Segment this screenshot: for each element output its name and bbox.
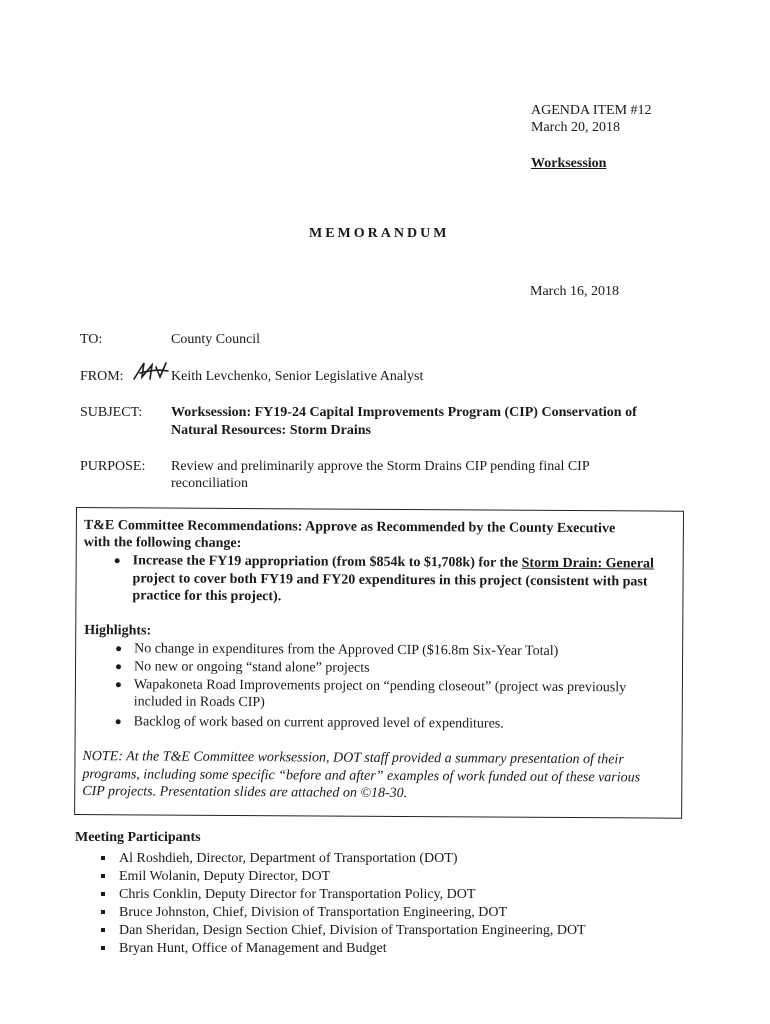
signature-initials: [130, 357, 174, 385]
agenda-item: AGENDA ITEM #12: [531, 103, 652, 118]
participant-item: Bruce Johnston, Chief, Division of Transportation Engineering, DOT: [119, 905, 508, 920]
recommendation-heading: T&E Committee Recommendations: Approve as Recommended by the County Executive: [83, 518, 616, 537]
participant-item: Al Roshdieh, Director, Department of Transportation (DOT): [119, 851, 458, 866]
memo-date: March 16, 2018: [530, 284, 620, 299]
recommendation-text: Increase the FY19 appropriation (from $854k to $1,708k) for the: [132, 553, 522, 571]
subject-line-2: Natural Resources: Storm Drains: [171, 423, 371, 438]
purpose-label: PURPOSE:: [80, 459, 146, 474]
note-line-2: programs, including some specific “before and after” examples of work funded out of these various: [82, 767, 641, 786]
session-type: Worksession: [531, 156, 607, 171]
from-label: FROM:: [80, 369, 124, 384]
note-line-3: CIP projects. Presentation slides are attached on ©18-30.: [82, 784, 408, 802]
meeting-date: March 20, 2018: [531, 120, 621, 135]
purpose-line-2: reconciliation: [171, 476, 248, 491]
highlight-item: No change in expenditures from the Approved CIP ($16.8m Six-Year Total): [134, 641, 559, 659]
recommendation-line-2: project to cover both FY19 and FY20 expenditures in this project (consistent with past: [132, 571, 648, 590]
recommendation-bullet: [133, 552, 654, 572]
highlight-item: Backlog of work based on current approved level of expenditures.: [133, 714, 504, 732]
purpose-line-1: Review and preliminarily approve the Storm Drains CIP pending final CIP: [171, 459, 590, 474]
to-label: TO:: [80, 332, 103, 347]
recommendation-line-3: practice for this project).: [132, 588, 282, 605]
storm-drain-general-project: Storm Drain: General: [521, 555, 654, 572]
participant-item: Dan Sheridan, Design Section Chief, Division of Transportation Engineering, DOT: [119, 923, 586, 938]
participant-item: Chris Conklin, Deputy Director for Transportation Policy, DOT: [119, 887, 476, 902]
highlight-item: Wapakoneta Road Improvements project on “pending closeout” (project was previously: [133, 677, 627, 696]
subject-label: SUBJECT:: [80, 405, 143, 420]
subject-line-1: Worksession: FY19-24 Capital Improvements Program (CIP) Conservation of: [171, 405, 637, 420]
recommendations-box: [74, 507, 684, 819]
highlight-item: No new or ongoing “stand alone” projects: [133, 659, 370, 676]
highlights-title: Highlights:: [84, 623, 152, 639]
participant-item: Bryan Hunt, Office of Management and Budget: [119, 941, 387, 956]
memo-title: MEMORANDUM: [309, 226, 450, 241]
participant-item: Emil Wolanin, Deputy Director, DOT: [119, 869, 331, 884]
note-line-1: NOTE: At the T&E Committee worksession, DOT staff provided a summary presentation of their: [82, 749, 624, 768]
to-value: County Council: [171, 332, 261, 347]
from-value: Keith Levchenko, Senior Legislative Analyst: [171, 369, 424, 384]
recommendation-heading-cont: with the following change:: [83, 535, 242, 552]
participants-title: Meeting Participants: [75, 830, 201, 845]
highlight-item-cont: included in Roads CIP): [133, 694, 265, 711]
